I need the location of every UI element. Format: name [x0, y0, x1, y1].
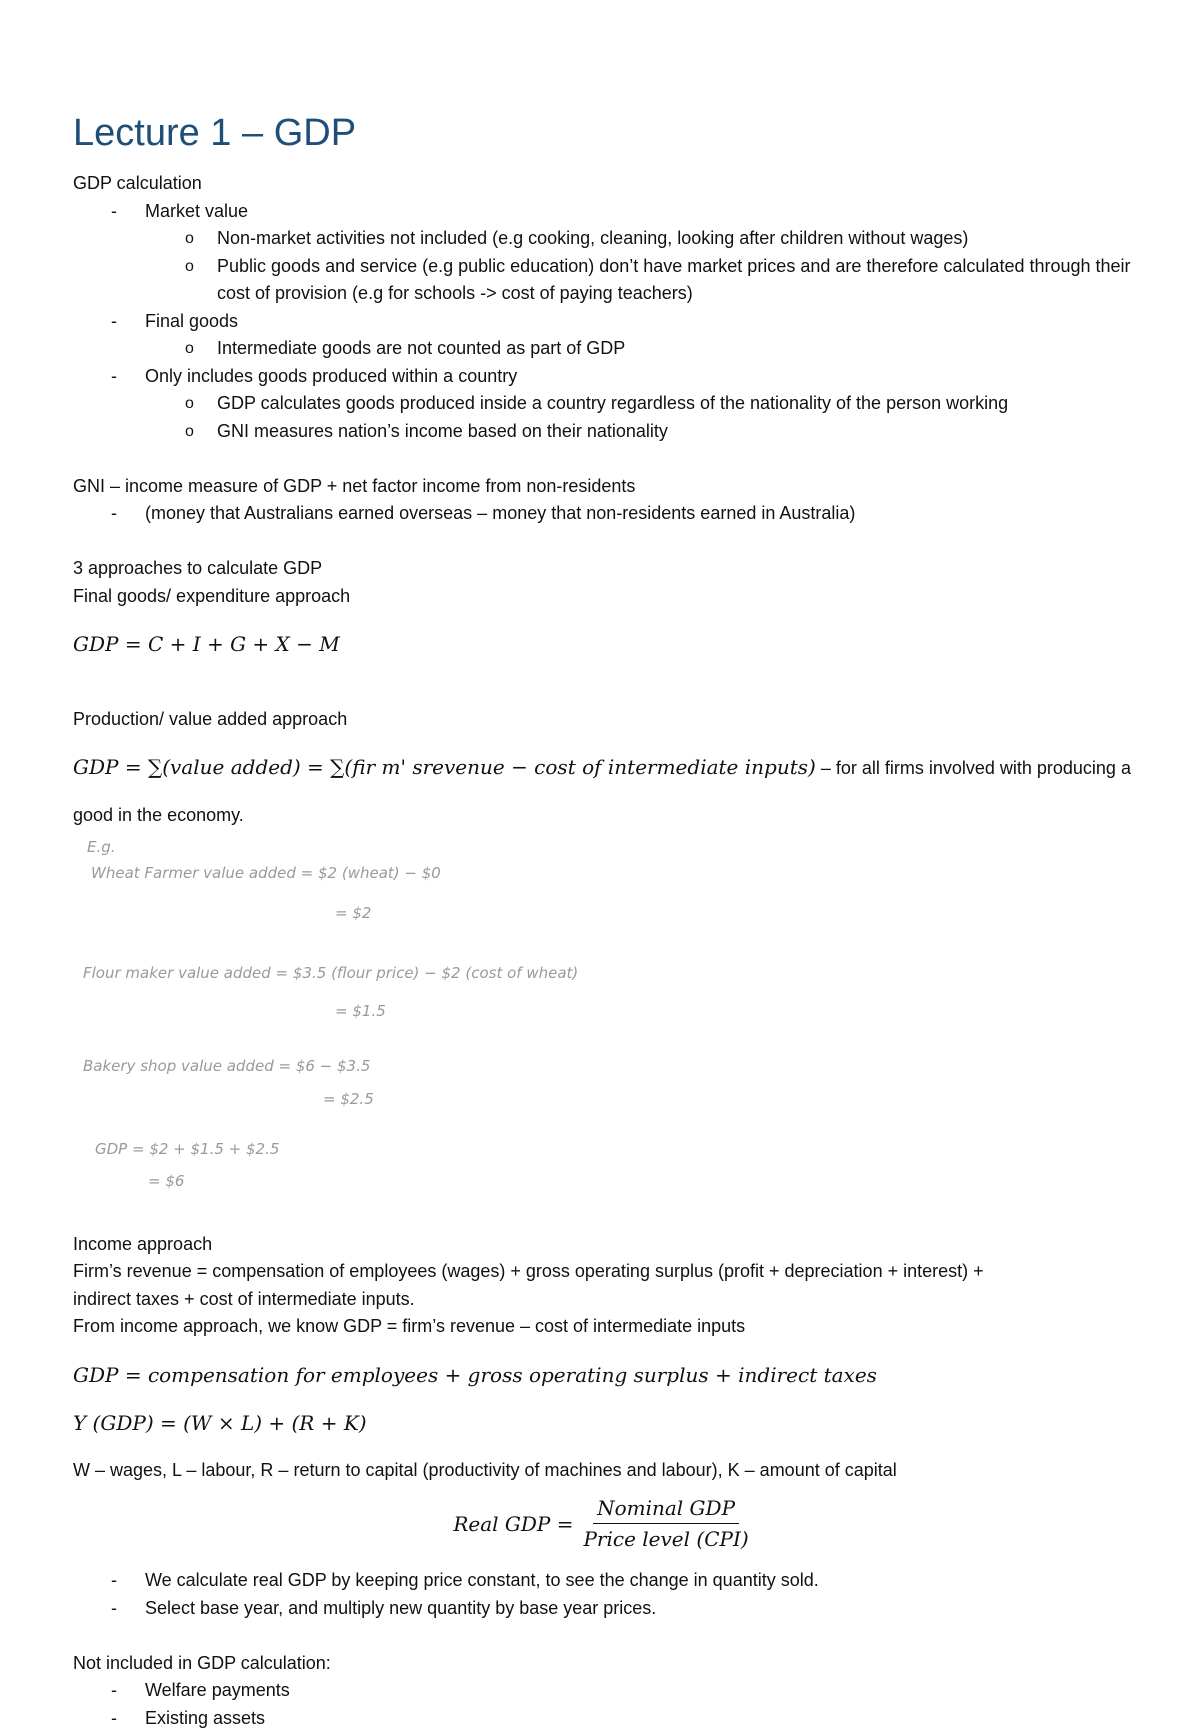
sub-list-item: o GDP calculates goods produced inside a country regardless of the nationality of the person working	[73, 390, 1133, 418]
income-formula-y: Y (GDP) = (W × L) + (R + K)	[73, 1409, 1133, 1437]
document-page	[73, 108, 1133, 1732]
hand-line: = $2	[335, 904, 371, 922]
production-heading: Production/ value added approach	[73, 706, 1133, 734]
dash-marker: -	[111, 500, 117, 528]
fraction-denominator: Price level (CPI)	[579, 1524, 752, 1551]
income-legend: W – wages, L – labour, R – return to capital (productivity of machines and labour), K – amount of capital	[73, 1457, 1133, 1485]
sub-list-item: o GNI measures nation’s income based on their nationality	[73, 418, 1133, 446]
gni-definition: GNI – income measure of GDP + net factor income from non-residents	[73, 473, 1133, 501]
dash-marker: -	[111, 1705, 117, 1732]
income-formula: GDP = compensation for employees + gross operating surplus + indirect taxes	[73, 1361, 1133, 1389]
expenditure-formula: GDP = C + I + G + X − M	[73, 630, 1133, 658]
circle-bullet-icon: o	[185, 253, 194, 281]
real-gdp-formula	[73, 1496, 1133, 1551]
list-item: - Market value	[73, 198, 1133, 226]
circle-bullet-icon: o	[185, 335, 194, 363]
circle-bullet-icon: o	[185, 390, 194, 418]
dash-marker: -	[111, 1677, 117, 1705]
list-item: - We calculate real GDP by keeping price constant, to see the change in quantity sold.	[73, 1567, 1133, 1595]
sub-list-item: o Intermediate goods are not counted as part of GDP	[73, 335, 1133, 363]
excluded-heading: Not included in GDP calculation:	[73, 1650, 1133, 1678]
approaches-heading: 3 approaches to calculate GDP	[73, 555, 1133, 583]
sub-list-item: o Public goods and service (e.g public education) don’t have market prices and are therefore calculated through their cost of provision (e.g for schools -> cost of paying teachers)	[73, 253, 1133, 308]
production-tail-line: good in the economy.	[73, 802, 1133, 830]
dash-marker: -	[111, 198, 117, 226]
production-formula-tail: – for all firms involved with producing a	[816, 758, 1131, 778]
hand-line: = $1.5	[335, 1002, 386, 1020]
dash-marker: -	[111, 1595, 117, 1623]
hand-line: = $6	[148, 1172, 184, 1190]
hand-line: Flour maker value added = $3.5 (flour price) − $2 (cost of wheat)	[83, 964, 578, 982]
income-text: From income approach, we know GDP = firm’s revenue – cost of intermediate inputs	[73, 1313, 1133, 1341]
income-text: Firm’s revenue = compensation of employees (wages) + gross operating surplus (profit + depreciation + interest) +	[73, 1258, 1133, 1286]
hand-eg: E.g.	[87, 838, 116, 856]
list-item: - Existing assets	[73, 1705, 1133, 1732]
hand-line: Bakery shop value added = $6 − $3.5	[83, 1057, 370, 1075]
production-formula-math: GDP = ∑(value added) = ∑(fir m' srevenue − cost of intermediate inputs)	[73, 755, 816, 779]
page-title: Lecture 1 – GDP	[73, 108, 1133, 158]
list-item: - Only includes goods produced within a country	[73, 363, 1133, 391]
dash-marker: -	[111, 308, 117, 336]
hand-line: GDP = $2 + $1.5 + $2.5	[95, 1140, 279, 1158]
production-formula	[73, 753, 1133, 782]
expenditure-heading: Final goods/ expenditure approach	[73, 583, 1133, 611]
income-heading: Income approach	[73, 1231, 1133, 1259]
list-item: - Final goods	[73, 308, 1133, 336]
list-item: - Welfare payments	[73, 1677, 1133, 1705]
dash-marker: -	[111, 363, 117, 391]
circle-bullet-icon: o	[185, 225, 194, 253]
dash-marker: -	[111, 1567, 117, 1595]
hand-line: Wheat Farmer value added = $2 (wheat) − $0	[91, 864, 441, 882]
list-item: - Select base year, and multiply new quantity by base year prices.	[73, 1595, 1133, 1623]
real-gdp-lhs: Real GDP =	[453, 1512, 573, 1536]
fraction-numerator: Nominal GDP	[593, 1496, 739, 1524]
circle-bullet-icon: o	[185, 418, 194, 446]
handwritten-example	[73, 836, 1133, 1221]
hand-line: = $2.5	[323, 1090, 374, 1108]
sub-list-item: o Non-market activities not included (e.g cooking, cleaning, looking after children without wages)	[73, 225, 1133, 253]
list-item: - (money that Australians earned overseas – money that non-residents earned in Australia)	[73, 500, 1133, 528]
section-heading: GDP calculation	[73, 170, 1133, 198]
income-text: indirect taxes + cost of intermediate inputs.	[73, 1286, 1133, 1314]
handwritten-notes	[73, 836, 693, 1216]
